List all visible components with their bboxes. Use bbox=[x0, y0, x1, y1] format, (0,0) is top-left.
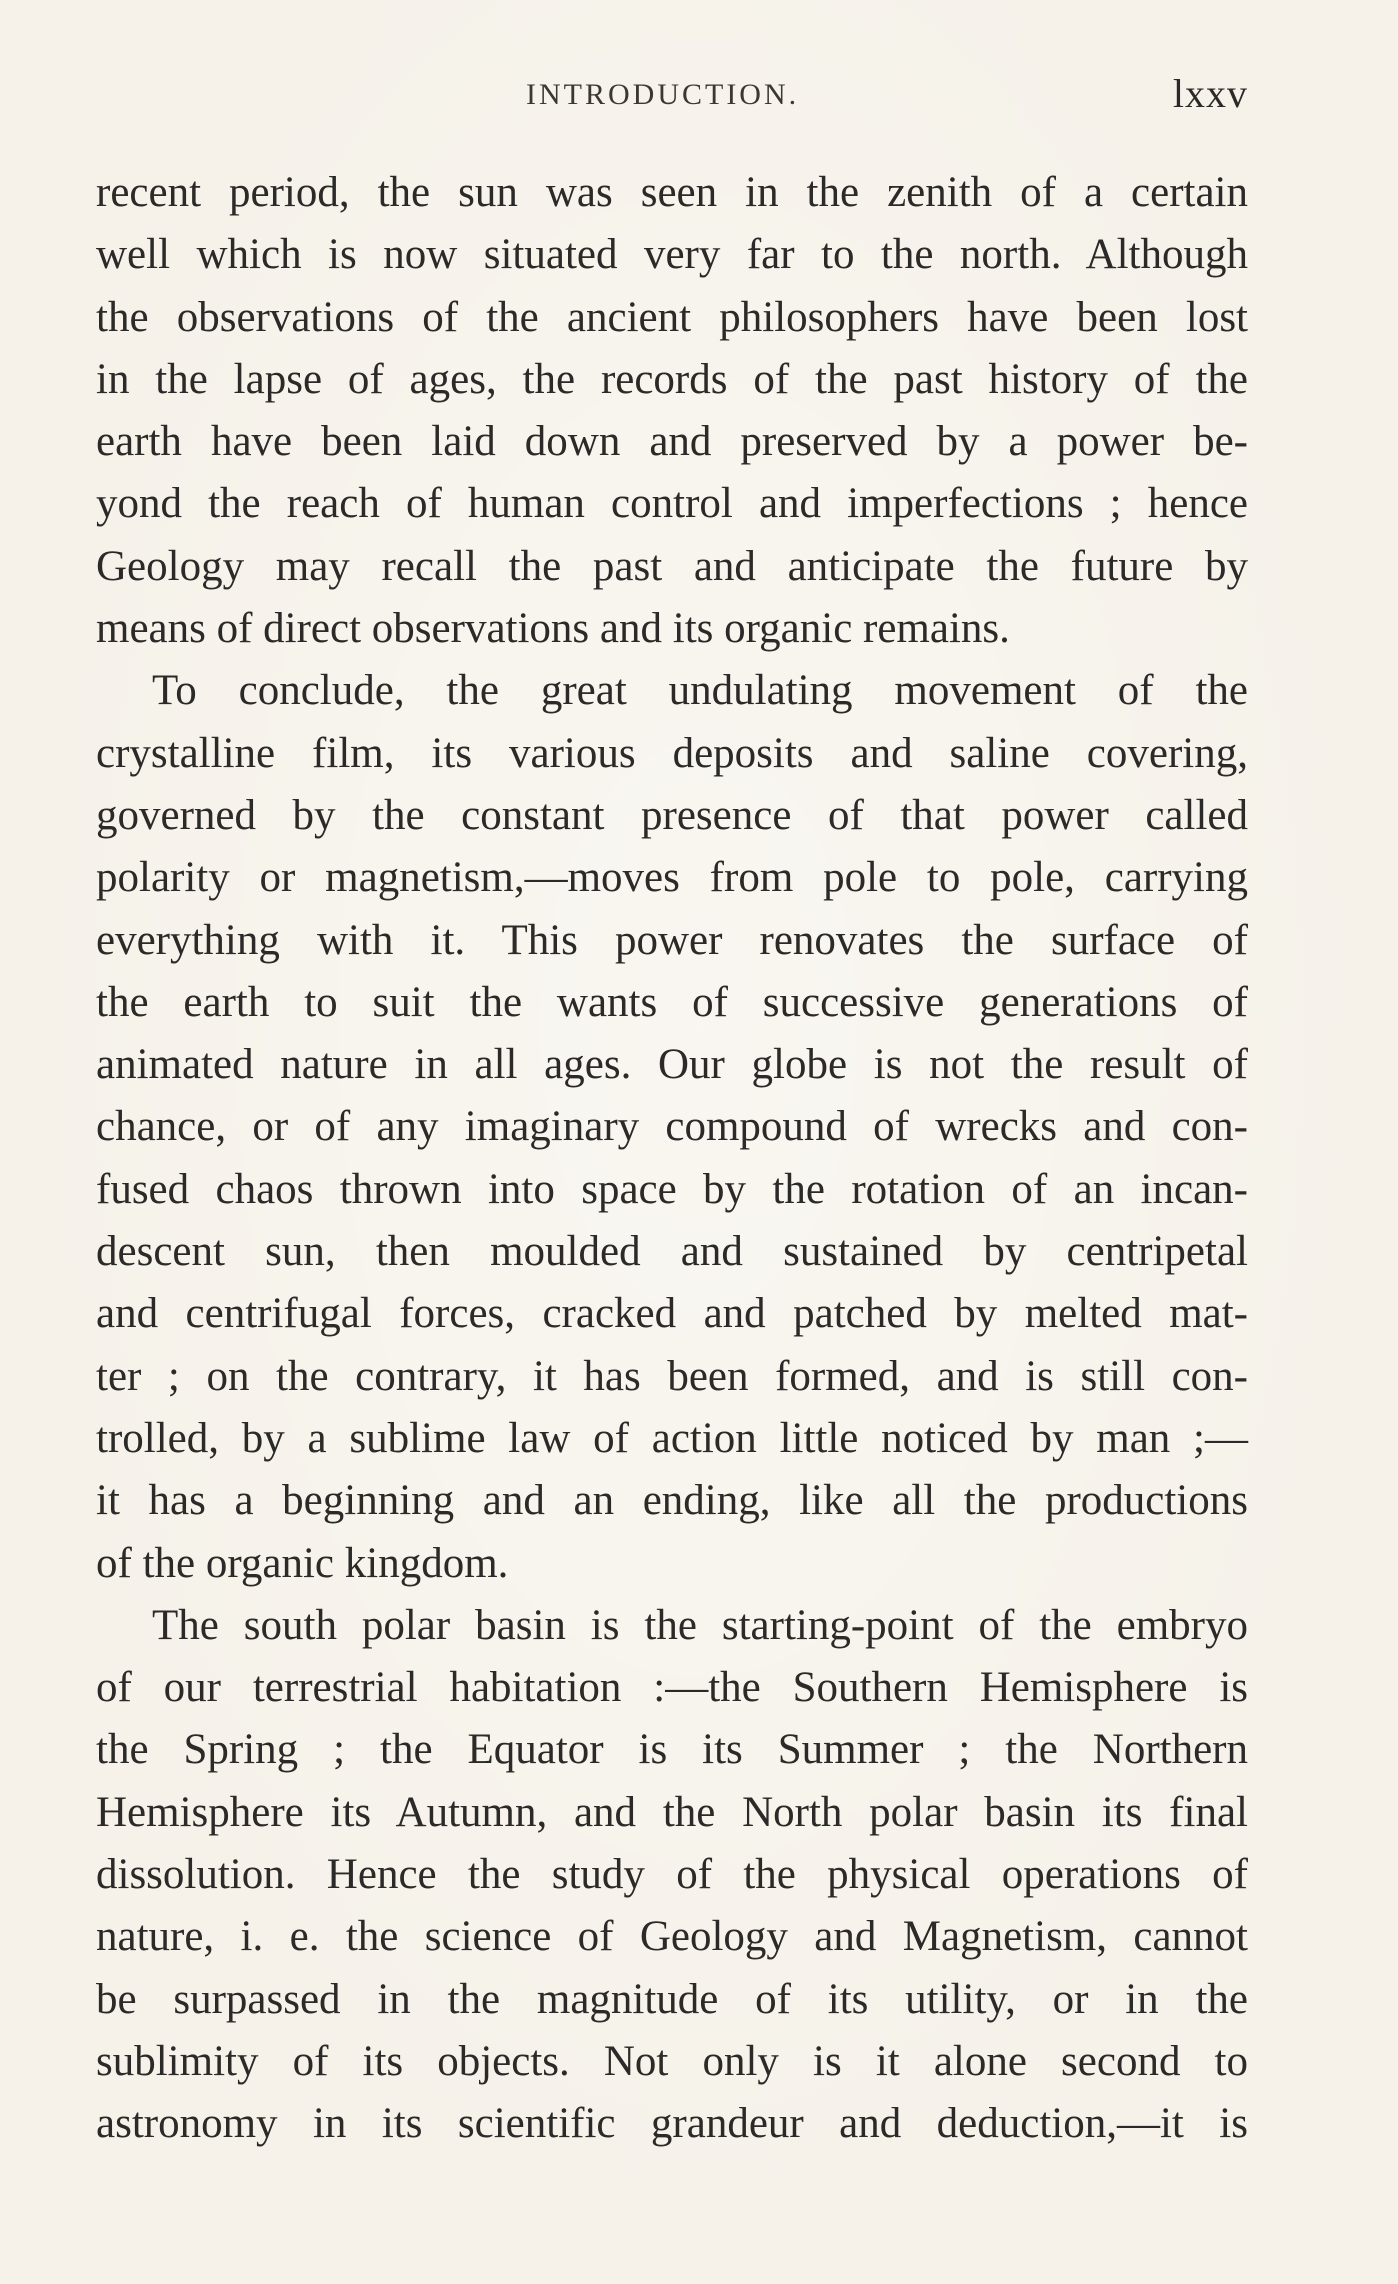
text-line: polarity or magnetism,—moves from pole to pole, carrying bbox=[96, 854, 1248, 902]
text-line: dissolution. Hence the study of the physical operations of bbox=[96, 1851, 1248, 1899]
text-line: yond the reach of human control and imperfections ; hence bbox=[96, 480, 1248, 528]
text-line: well which is now situated very far to the north. Although bbox=[96, 231, 1248, 279]
text-line: in the lapse of ages, the records of the past history of the bbox=[96, 355, 1248, 403]
text-line: the Spring ; the Equator is its Summer ; the Northern bbox=[96, 1726, 1248, 1774]
text-line: sublimity of its objects. Not only is it alone second to bbox=[96, 2037, 1248, 2085]
running-head: INTRODUCTION. bbox=[526, 78, 800, 111]
text-line: fused chaos thrown into space by the rotation of an incan- bbox=[96, 1165, 1248, 1213]
text-line: the observations of the ancient philosophers have been lost bbox=[96, 293, 1248, 341]
text-line: recent period, the sun was seen in the zenith of a certain bbox=[96, 169, 1248, 216]
page-number: lxxv bbox=[1172, 71, 1248, 116]
text-line: means of direct observations and its organic remains. bbox=[96, 605, 1010, 653]
text-line: everything with it. This power renovates the surface of bbox=[96, 916, 1248, 964]
page-header bbox=[96, 70, 1248, 120]
text-line: Geology may recall the past and anticipate the future by bbox=[96, 542, 1248, 590]
text-line: descent sun, then moulded and sustained by centripetal bbox=[96, 1228, 1248, 1276]
text-line: chance, or of any imaginary compound of wrecks and con- bbox=[96, 1103, 1248, 1151]
text-line: be surpassed in the magnitude of its utility, or in the bbox=[96, 1975, 1248, 2023]
text-line: crystalline film, its various deposits and saline covering, bbox=[96, 729, 1248, 777]
text-line: animated nature in all ages. Our globe is not the result of bbox=[96, 1041, 1248, 1089]
text-line: trolled, by a sublime law of action little noticed by man ;— bbox=[96, 1414, 1248, 1462]
text-line: nature, i. e. the science of Geology and Magnetism, cannot bbox=[96, 1913, 1248, 1961]
text-line: ter ; on the contrary, it has been formed, and is still con- bbox=[96, 1352, 1248, 1400]
body-text bbox=[96, 162, 1248, 2156]
text-line: earth have been laid down and preserved by a power be- bbox=[96, 418, 1248, 466]
text-line: governed by the constant presence of that power called bbox=[96, 791, 1248, 839]
text-line: astronomy in its scientific grandeur and deduction,—it is bbox=[96, 2100, 1248, 2148]
text-line: The south polar basin is the starting-point of the embryo bbox=[152, 1601, 1248, 1649]
text-line: of our terrestrial habitation :—the Southern Hemisphere is bbox=[96, 1664, 1248, 1712]
text-line: the earth to suit the wants of successive generations of bbox=[96, 978, 1248, 1026]
text-line: of the organic kingdom. bbox=[96, 1539, 509, 1587]
text-line: To conclude, the great undulating movement of the bbox=[152, 667, 1248, 715]
text-line: Hemisphere its Autumn, and the North polar basin its final bbox=[96, 1788, 1248, 1836]
text-line: it has a beginning and an ending, like all the productions bbox=[96, 1477, 1248, 1525]
text-line: and centrifugal forces, cracked and patched by melted mat- bbox=[96, 1290, 1248, 1338]
